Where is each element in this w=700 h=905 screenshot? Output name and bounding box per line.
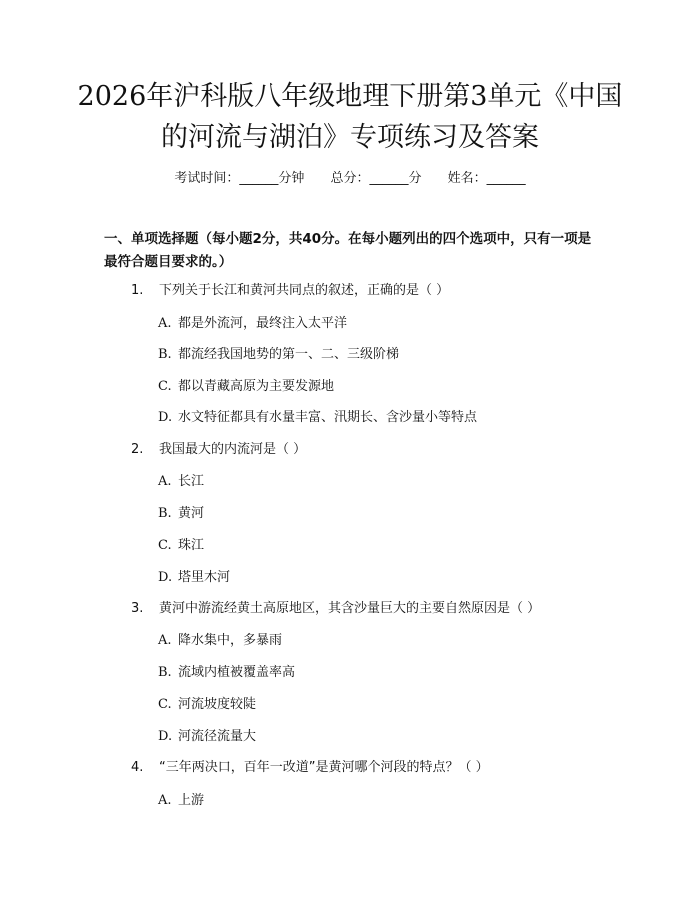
option-letter: A. <box>158 474 172 489</box>
exam-time-label: 考试时间： <box>174 171 240 186</box>
option-letter: A. <box>158 633 172 648</box>
student-name-label: 姓名： <box>447 171 487 186</box>
option-letter: B. <box>158 506 172 521</box>
answer-option <box>158 378 334 396</box>
option-letter: A. <box>158 793 172 808</box>
exam-info-line <box>0 170 700 188</box>
option-letter: B. <box>158 665 172 680</box>
question-text: 黄河中游流经黄土高原地区，其含沙量巨大的主要自然原因是（ ） <box>159 601 541 616</box>
total-score-blank: ______ <box>369 171 409 186</box>
option-text: 黄河 <box>178 506 205 521</box>
question-stem <box>131 441 306 459</box>
option-text: 河流坡度较陡 <box>178 697 257 712</box>
option-text: 都以青藏高原为主要发源地 <box>178 379 335 394</box>
student-name <box>448 170 526 188</box>
exam-time-unit: 分钟 <box>278 171 305 186</box>
option-text: 水文特征都具有水量丰富、汛期长、含沙量小等特点 <box>178 410 478 425</box>
question-number: 2. <box>131 442 144 457</box>
option-letter: D. <box>158 570 173 585</box>
option-letter: C. <box>158 697 172 712</box>
question-stem <box>131 759 489 777</box>
answer-option <box>158 696 256 714</box>
question-number: 1. <box>131 283 144 298</box>
document-title: 2026年沪科版八年级地理下册第3单元《中国的河流与湖泊》专项练习及答案 <box>77 81 623 153</box>
answer-option <box>158 409 477 427</box>
option-letter: A. <box>158 316 172 331</box>
question-stem <box>131 282 449 300</box>
total-score-label: 总分： <box>330 171 370 186</box>
exam-time-blank: ______ <box>239 171 279 186</box>
student-name-blank: ______ <box>486 171 526 186</box>
question-text: 下列关于长江和黄河共同点的叙述，正确的是（ ） <box>159 283 450 298</box>
exam-time <box>174 170 304 188</box>
question-stem <box>131 600 540 618</box>
option-letter: C. <box>158 538 172 553</box>
option-text: 上游 <box>178 793 205 808</box>
answer-option <box>158 664 295 682</box>
answer-option <box>158 473 204 491</box>
option-letter: C. <box>158 379 172 394</box>
answer-option <box>158 569 230 587</box>
option-text: 都是外流河，最终注入太平洋 <box>178 316 348 331</box>
answer-option <box>158 632 282 650</box>
answer-option <box>158 728 256 746</box>
option-text: 流域内植被覆盖率高 <box>178 665 296 680</box>
answer-option <box>158 315 347 333</box>
option-text: 长江 <box>178 474 205 489</box>
option-text: 河流径流量大 <box>178 729 257 744</box>
option-text: 珠江 <box>178 538 205 553</box>
question-text: “三年两决口，百年一改道”是黄河哪个河段的特点？（ ） <box>159 760 489 775</box>
option-letter: D. <box>158 729 173 744</box>
option-letter: D. <box>158 410 173 425</box>
total-score <box>330 170 421 188</box>
question-text: 我国最大的内流河是（ ） <box>159 442 307 457</box>
question-number: 4. <box>131 760 144 775</box>
answer-option <box>158 537 204 555</box>
answer-option <box>158 505 204 523</box>
total-score-unit: 分 <box>408 171 422 186</box>
option-text: 都流经我国地势的第一、二、三级阶梯 <box>178 347 400 362</box>
section-heading: 一、单项选择题（每小题2分，共40分。在每小题列出的四个选项中，只有一项是最符合题目要求的。） <box>104 231 592 270</box>
option-text: 塔里木河 <box>178 570 231 585</box>
answer-option <box>158 792 204 810</box>
answer-option <box>158 346 399 364</box>
question-number: 3. <box>131 601 144 616</box>
option-letter: B. <box>158 347 172 362</box>
option-text: 降水集中，多暴雨 <box>178 633 283 648</box>
